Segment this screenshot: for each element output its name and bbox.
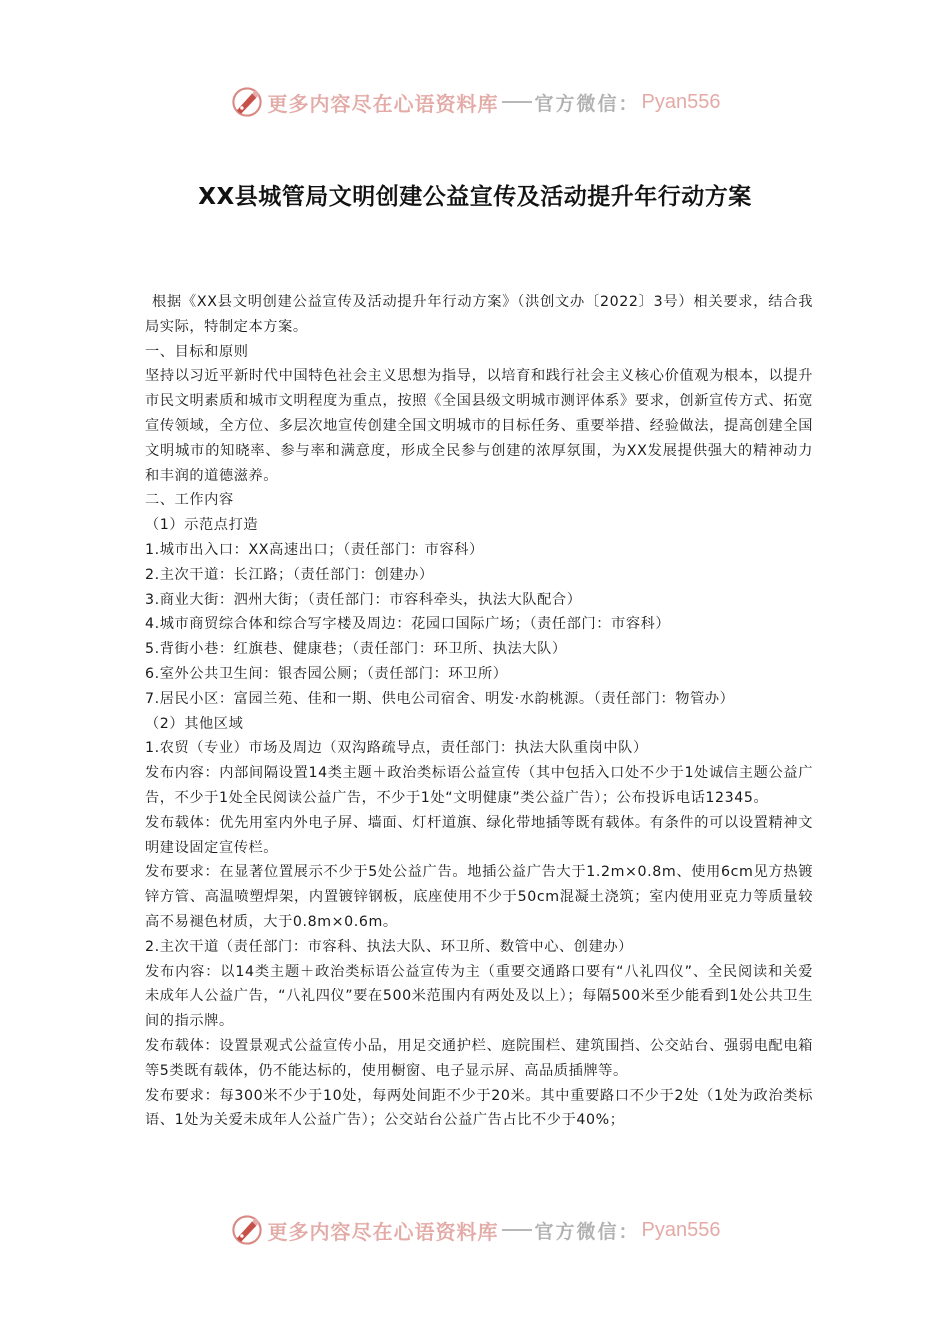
pen-nib-logo-icon (230, 1213, 264, 1247)
body-paragraph: 发布内容：内部间隔设置14类主题＋政治类标语公益宣传（其中包括入口处不少于1处诚信主题公益广告，不少于1处全民阅读公益广告，不少于1处“文明健康”类公益广告）；公布投诉电话12345。 (145, 765, 813, 806)
list-item: 2.主次干道：长江路；（责任部门：创建办） (145, 566, 434, 583)
subsection-heading: （1）示范点打造 (145, 517, 259, 534)
pen-nib-logo-icon (230, 85, 264, 119)
body-paragraph: 发布内容：以14类主题＋政治类标语公益宣传为主（重要交通路口要有“八礼四仪”、全民阅读和关爱未成年人公益广告，“八礼四仪”要在500米范围内有两处及以上）；每隔500米至少能看到1处公共卫生间的指示牌。 (145, 963, 813, 1030)
watermark-dash (502, 1229, 532, 1231)
watermark-banner-bottom (0, 1208, 950, 1252)
body-paragraph: 发布要求：每300米不少于10处，每两处间距不少于20米。其中重要路口不少于2处（1处为政治类标语、1处为关爱未成年人公益广告）；公交站台公益广告占比不少于40%； (145, 1087, 813, 1129)
document-title: XX县城管局文明创建公益宣传及活动提升年行动方案 (198, 184, 752, 210)
list-item: 1.城市出入口：XX高速出口；（责任部门：市容科） (145, 541, 484, 558)
list-item: 6.室外公共卫生间：银杏园公厕；（责任部门：环卫所） (145, 665, 508, 682)
list-item: 4.城市商贸综合体和综合写字楼及周边：花园口国际广场；（责任部门：市容科） (145, 616, 671, 633)
watermark-id-text: Pyan556 (641, 90, 721, 113)
document-body (145, 290, 813, 1133)
subsection-heading: （2）其他区域 (145, 715, 244, 732)
body-paragraph: 坚持以习近平新时代中国特色社会主义思想为指导，以培育和践行社会主义核心价值观为根本，以提升市民文明素质和城市文明程度为重点，按照《全国县级文明城市测评体系》要求，创新宣传方式、拓宽宣传领域，全方位、多层次地宣传创建全国文明城市的目标任务、重要举措、经验做法，提高创建全国文明城市的知晓率、参与率和满意度，形成全民参与创建的浓厚氛围，为XX发展提供强大的精神动力和丰润的道德滋养。 (145, 368, 813, 484)
list-item: 3.商业大街：泗州大街；（责任部门：市容科牵头，执法大队配合） (145, 591, 582, 608)
watermark-main-text: 更多内容尽在心语资料库 (267, 1219, 499, 1244)
body-paragraph: 发布要求：在显著位置展示不少于5处公益广告。地插公益广告大于1.2m×0.8m、使用6cm见方热镀锌方管、高温喷塑焊架，内置镀锌钢板，底座使用不少于50cm混凝土浇筑；室内使用亚克力等质量较高不易褪色材质，大于0.8m×0.6m。 (145, 864, 813, 930)
watermark-banner-top (0, 80, 950, 124)
watermark-secondary-text: 官方微信： (534, 1220, 640, 1243)
intro-paragraph: 根据《XX县文明创建公益宣传及活动提升年行动方案》（洪创文办〔2022〕3号）相关要求，结合我局实际，特制定本方案。 (145, 294, 813, 335)
body-paragraph: 发布载体：优先用室内外电子屏、墙面、灯杆道旗、绿化带地插等既有载体。有条件的可以设置精神文明建设固定宣传栏。 (145, 814, 813, 856)
list-item: 7.居民小区：富园兰苑、佳和一期、供电公司宿舍、明发·水韵桃源。（责任部门：物管办） (145, 690, 735, 707)
watermark-main-text: 更多内容尽在心语资料库 (267, 91, 499, 116)
watermark-dash (502, 101, 532, 103)
list-item: 1.农贸（专业）市场及周边（双沟路疏导点，责任部门：执法大队重岗中队） (145, 740, 648, 757)
list-item: 2.主次干道（责任部门：市容科、执法大队、环卫所、数管中心、创建办） (145, 938, 633, 955)
watermark-secondary-text: 官方微信： (534, 92, 640, 115)
section-heading: 二、工作内容 (145, 492, 234, 509)
list-item: 5.背街小巷：红旗巷、健康巷；（责任部门：环卫所、执法大队） (145, 641, 567, 658)
section-heading: 一、目标和原则 (145, 343, 249, 360)
body-paragraph: 发布载体：设置景观式公益宣传小品，用足交通护栏、庭院围栏、建筑围挡、公交站台、强弱电配电箱等5类既有载体，仍不能达标的，使用橱窗、电子显示屏、高品质插牌等。 (145, 1037, 813, 1079)
watermark-id-text: Pyan556 (641, 1218, 721, 1241)
